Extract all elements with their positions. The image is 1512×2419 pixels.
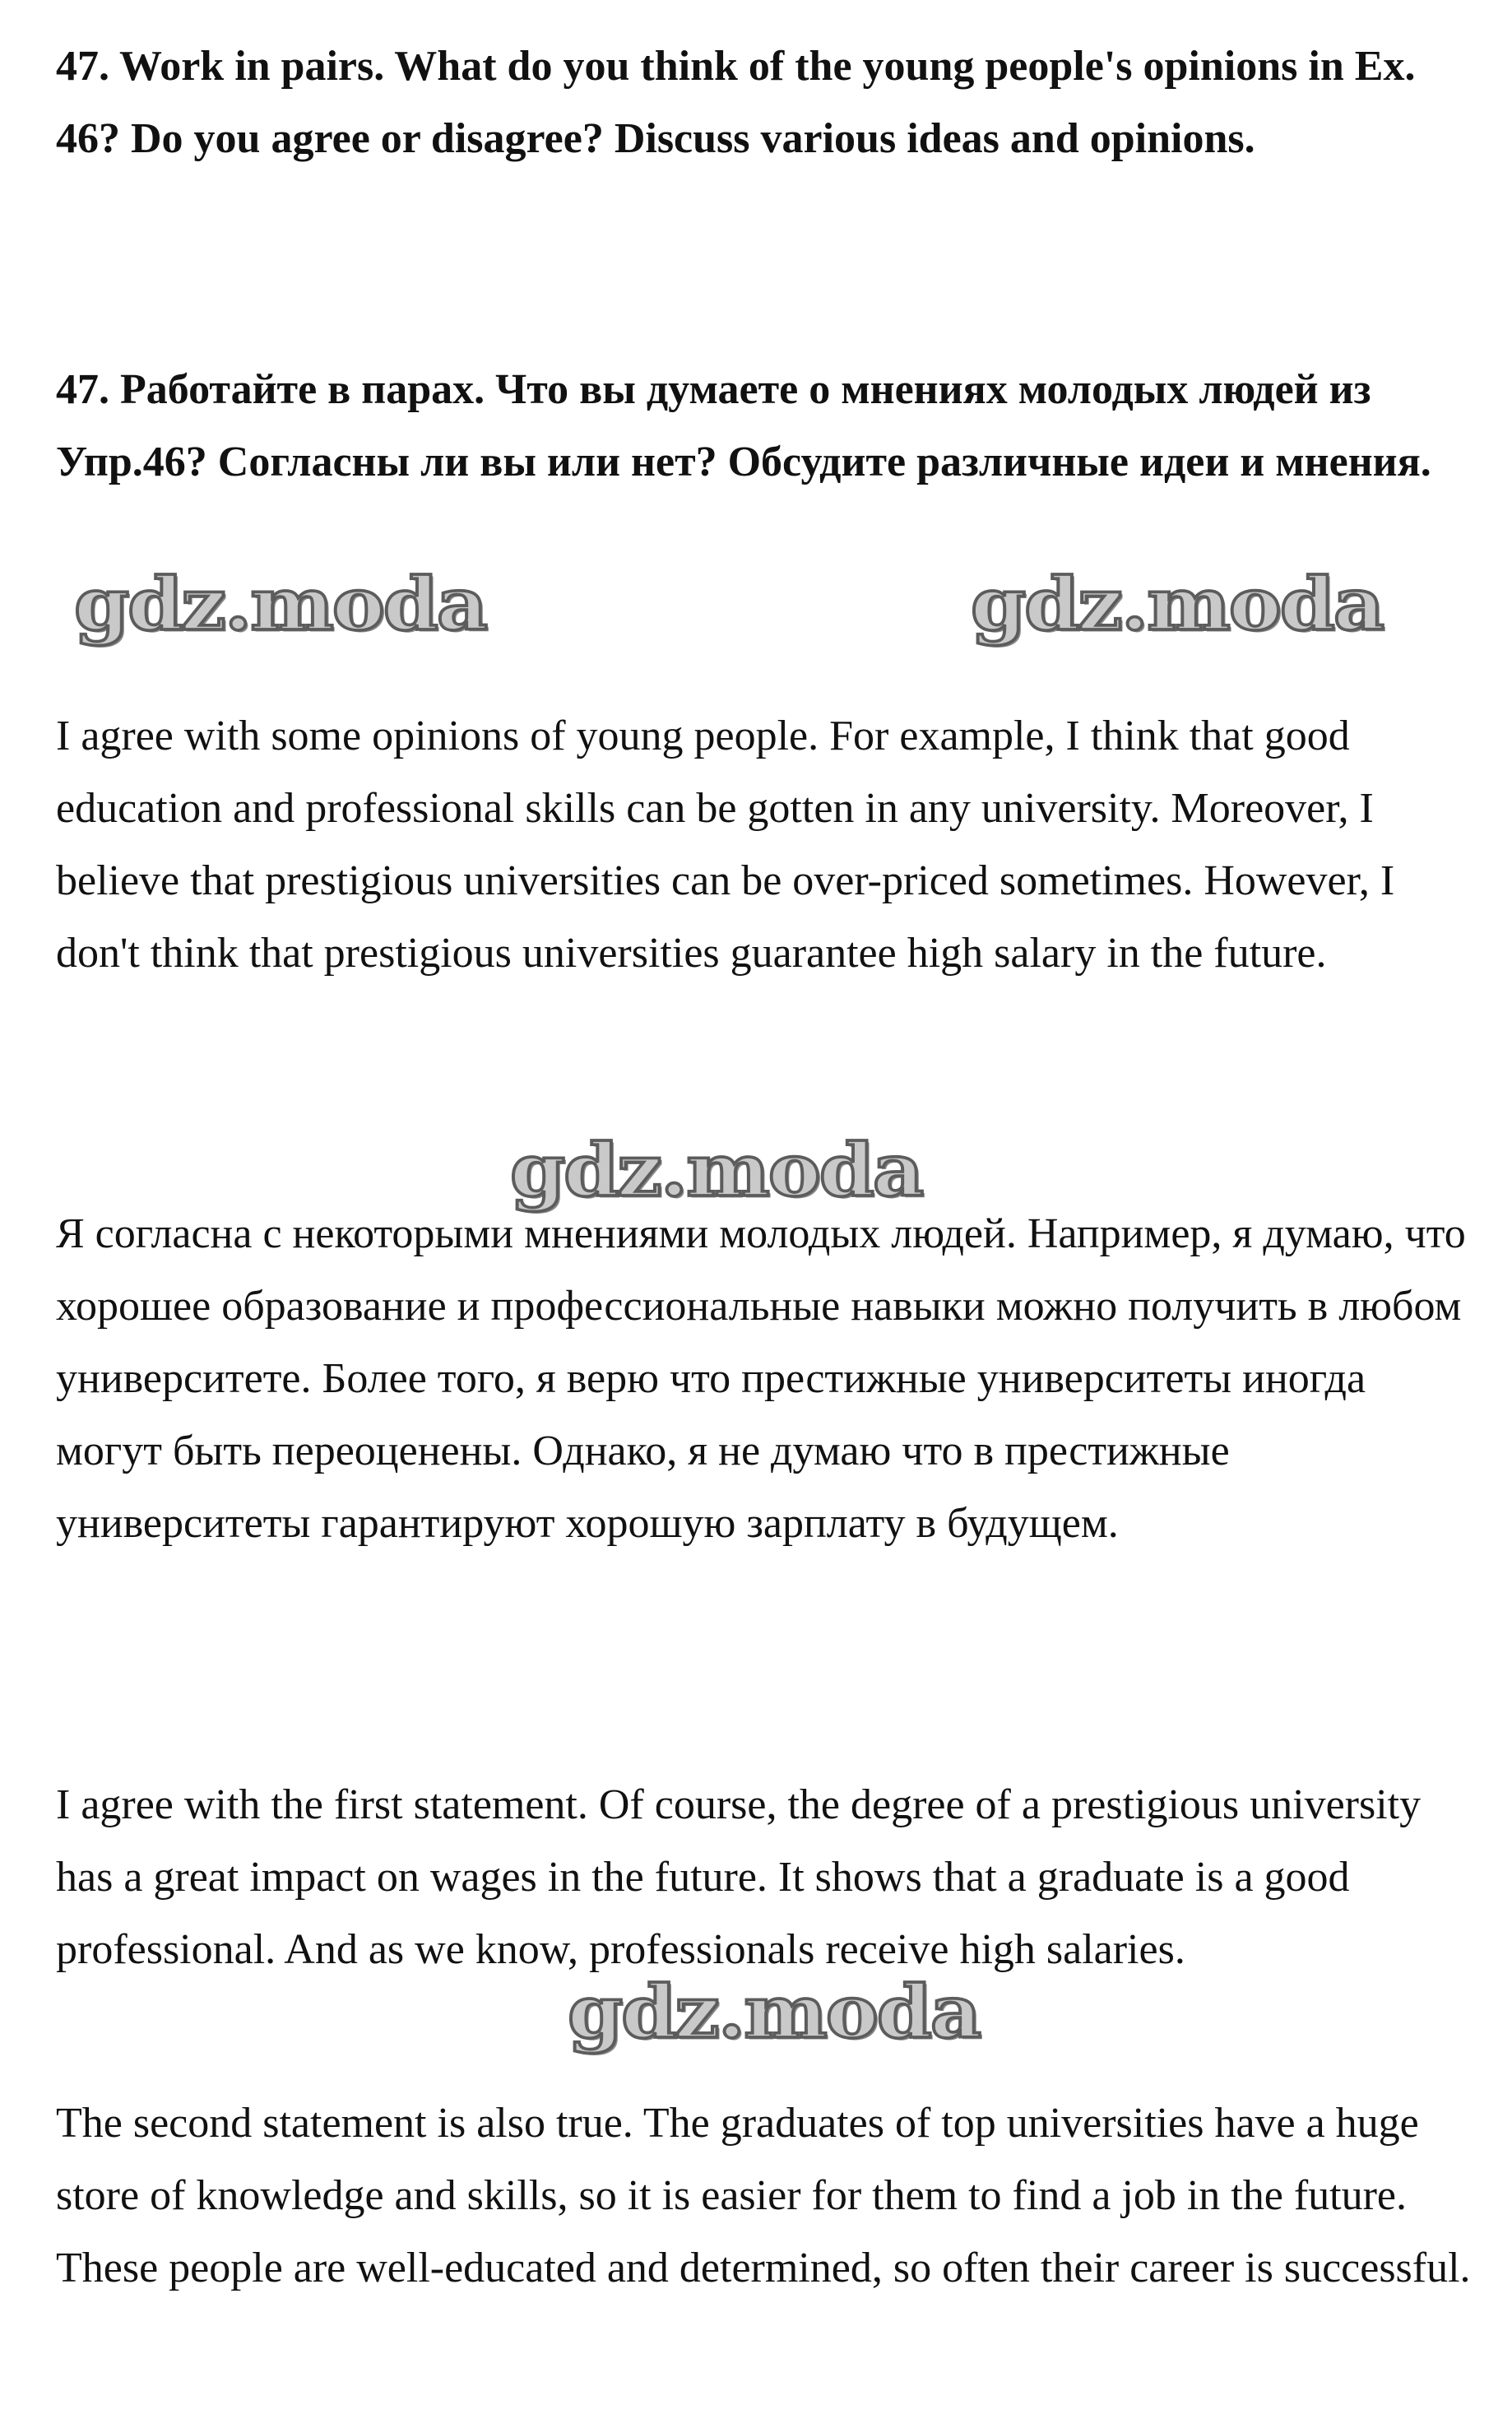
task-heading-english: 47. Work in pairs. What do you think of the young people's opinions in Ex. 46? Do you agree or disagree? Discuss various ideas and opinions. (56, 43, 1416, 162)
task-heading-russian: 47. Работайте в парах. Что вы думаете о мнениях молодых людей из Упр.46? Согласны ли вы или нет? Обсудите различные идеи и мнения. (56, 366, 1431, 485)
answer-paragraph-english: I agree with some opinions of young people. For example, I think that good education and professional skills can be gotten in any university. Moreover, I believe that prestigious universities can be over-priced sometimes. However, I don't think that prestigious universities guarantee high salary in the future. (56, 713, 1395, 977)
answer-paragraph-english: I agree with the first statement. Of course, the degree of a prestigious university has a great impact on wages in the future. It shows that a graduate is a good professional. And as we know, professionals receive high salaries. (56, 1781, 1422, 1973)
watermark-logo: gdz.moda (568, 1969, 981, 2055)
answer-paragraph-english: The second statement is also true. The graduates of top universities have a huge store of knowledge and skills, so it is easier for them to find a job in the future. These people are well-educated and determined, so often their career is successful. (56, 2100, 1471, 2291)
answer-paragraph-russian: Я согласна с некоторыми мнениями молодых людей. Например, я думаю, что хорошее образование и профессиональные навыки можно получить в любом университете. Более того, я верю что престижные университеты иногда могут быть переоценены. Однако, я не думаю что в престижные университеты гарантируют хорошую зарплату в будущем. (56, 1210, 1466, 1547)
watermark-logo: gdz.moda (510, 1127, 923, 1213)
watermark-logo: gdz.moda (971, 561, 1384, 647)
watermark-logo: gdz.moda (74, 561, 487, 647)
